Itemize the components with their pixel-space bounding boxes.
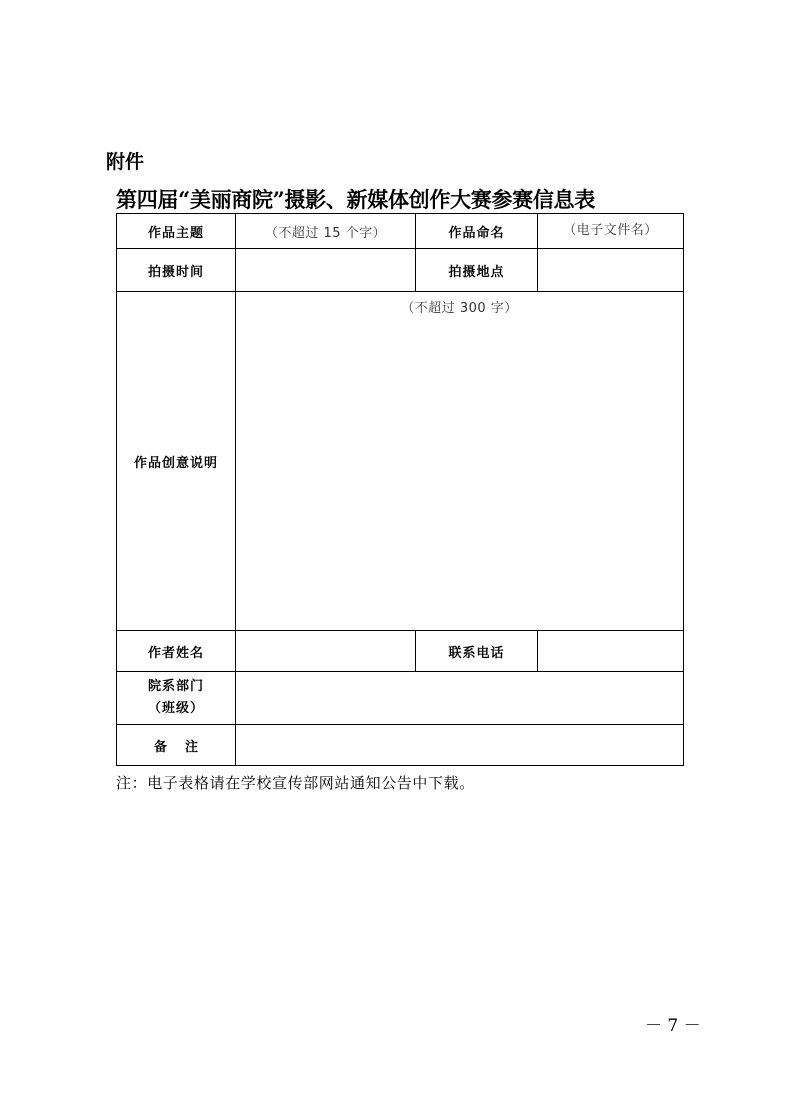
description-label: 作品创意说明 bbox=[117, 292, 236, 631]
description-field[interactable]: （不超过 300 字） bbox=[236, 292, 684, 631]
attachment-label: 附件 bbox=[106, 151, 145, 173]
author-name-field[interactable] bbox=[236, 631, 416, 672]
department-label-line1: 院系部门 bbox=[147, 679, 204, 694]
table-row bbox=[117, 631, 684, 672]
page-title: 第四届“美丽商院”摄影、新媒体创作大赛参赛信息表 bbox=[116, 187, 595, 212]
shoot-time-label: 拍摄时间 bbox=[117, 249, 236, 292]
phone-label: 联系电话 bbox=[416, 631, 538, 672]
phone-field[interactable] bbox=[538, 631, 684, 672]
table-row bbox=[117, 214, 684, 249]
remark-label: 备注 bbox=[117, 725, 236, 766]
table-row bbox=[117, 249, 684, 292]
work-name-label: 作品命名 bbox=[416, 214, 538, 249]
footnote: 注：电子表格请在学校宣传部网站通知公告中下载。 bbox=[116, 774, 475, 792]
table-row bbox=[117, 725, 684, 766]
theme-field[interactable]: （不超过 15 个字） bbox=[236, 214, 416, 249]
remark-field[interactable] bbox=[236, 725, 684, 766]
department-field[interactable] bbox=[236, 672, 684, 725]
author-name-label: 作者姓名 bbox=[117, 631, 236, 672]
entry-form-table bbox=[116, 213, 684, 766]
department-label-line2: （班级） bbox=[147, 701, 204, 716]
department-label bbox=[117, 672, 236, 725]
table-row bbox=[117, 292, 684, 631]
work-name-field[interactable]: （电子文件名） bbox=[538, 214, 684, 249]
shoot-place-label: 拍摄地点 bbox=[416, 249, 538, 292]
page-number: － 7 － bbox=[645, 1016, 701, 1036]
shoot-time-field[interactable] bbox=[236, 249, 416, 292]
shoot-place-field[interactable] bbox=[538, 249, 684, 292]
theme-label: 作品主题 bbox=[117, 214, 236, 249]
table-row bbox=[117, 672, 684, 725]
